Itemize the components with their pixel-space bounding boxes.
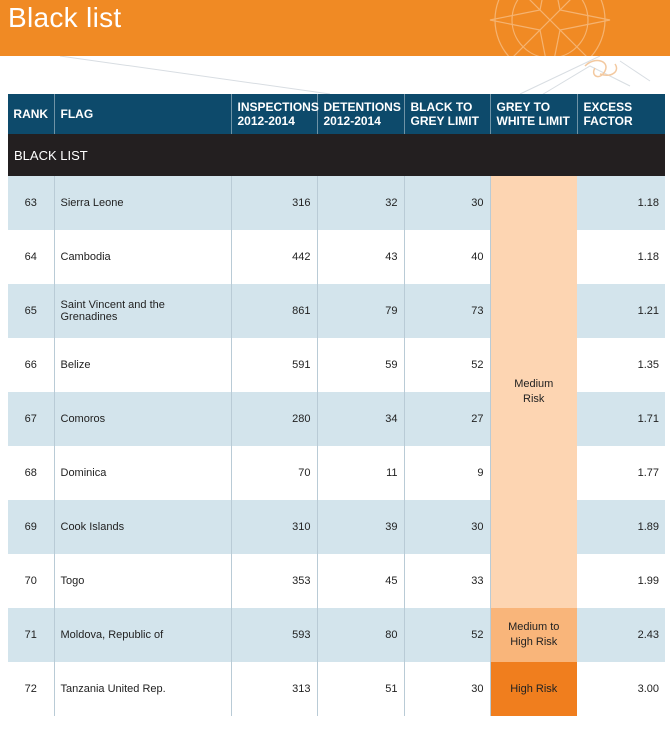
risk-band-high [490, 662, 577, 716]
table-header-row [8, 94, 665, 134]
table-row [8, 176, 665, 230]
cell-inspections: 442 [231, 230, 317, 284]
cell-inspections: 70 [231, 446, 317, 500]
table-row [8, 608, 665, 662]
cell-excess-factor: 3.00 [577, 662, 665, 716]
page-header-banner [0, 0, 670, 56]
section-label: BLACK LIST [8, 134, 665, 176]
column-header-rank: RANK [8, 94, 54, 134]
column-header-black-to-grey: BLACK TO GREY LIMIT [404, 94, 490, 134]
column-header-flag: FLAG [54, 94, 231, 134]
risk-band-medium [490, 176, 577, 608]
cell-detentions: 79 [317, 284, 404, 338]
column-header-excess-factor: EXCESS FACTOR [577, 94, 665, 134]
cell-excess-factor: 1.71 [577, 392, 665, 446]
cell-excess-factor: 1.21 [577, 284, 665, 338]
cell-inspections: 593 [231, 608, 317, 662]
cell-excess-factor: 2.43 [577, 608, 665, 662]
cell-excess-factor: 1.77 [577, 446, 665, 500]
cell-flag: Saint Vincent and the Grenadines [54, 284, 231, 338]
cell-rank: 72 [8, 662, 54, 716]
column-header-grey-to-white: GREY TO WHITE LIMIT [490, 94, 577, 134]
cell-detentions: 80 [317, 608, 404, 662]
cell-excess-factor: 1.89 [577, 500, 665, 554]
cell-black-to-grey: 33 [404, 554, 490, 608]
cell-inspections: 316 [231, 176, 317, 230]
risk-label-medium: Medium Risk [514, 378, 554, 405]
cell-black-to-grey: 52 [404, 608, 490, 662]
cell-inspections: 861 [231, 284, 317, 338]
table-row [8, 662, 665, 716]
cell-excess-factor: 1.99 [577, 554, 665, 608]
flourish-ornament [585, 61, 617, 77]
cell-black-to-grey: 30 [404, 176, 490, 230]
cell-inspections: 313 [231, 662, 317, 716]
cell-flag: Cambodia [54, 230, 231, 284]
cell-black-to-grey: 27 [404, 392, 490, 446]
black-list-table [8, 94, 665, 716]
risk-label-high: High Risk [510, 682, 558, 695]
cell-detentions: 43 [317, 230, 404, 284]
cell-rank: 69 [8, 500, 54, 554]
cell-flag: Comoros [54, 392, 231, 446]
cell-inspections: 591 [231, 338, 317, 392]
cell-detentions: 11 [317, 446, 404, 500]
cell-rank: 71 [8, 608, 54, 662]
cell-excess-factor: 1.18 [577, 176, 665, 230]
cell-flag: Togo [54, 554, 231, 608]
cell-detentions: 59 [317, 338, 404, 392]
cell-excess-factor: 1.35 [577, 338, 665, 392]
cell-rank: 65 [8, 284, 54, 338]
cell-black-to-grey: 73 [404, 284, 490, 338]
cell-black-to-grey: 40 [404, 230, 490, 284]
cell-flag: Belize [54, 338, 231, 392]
cell-rank: 63 [8, 176, 54, 230]
cell-detentions: 32 [317, 176, 404, 230]
cell-black-to-grey: 30 [404, 662, 490, 716]
compass-rose-icon [450, 0, 650, 56]
cell-black-to-grey: 30 [404, 500, 490, 554]
cell-inspections: 310 [231, 500, 317, 554]
cell-rank: 67 [8, 392, 54, 446]
cell-flag: Cook Islands [54, 500, 231, 554]
cell-detentions: 39 [317, 500, 404, 554]
risk-band-medium-to-high [490, 608, 577, 662]
cell-inspections: 353 [231, 554, 317, 608]
cell-detentions: 45 [317, 554, 404, 608]
risk-label-medium-to-high: Medium to High Risk [508, 621, 560, 648]
column-header-inspections: INSPECTIONS 2012-2014 [231, 94, 317, 134]
cell-black-to-grey: 52 [404, 338, 490, 392]
cell-flag: Tanzania United Rep. [54, 662, 231, 716]
cell-inspections: 280 [231, 392, 317, 446]
cell-rank: 68 [8, 446, 54, 500]
cell-flag: Moldova, Republic of [54, 608, 231, 662]
cell-detentions: 34 [317, 392, 404, 446]
cell-flag: Dominica [54, 446, 231, 500]
cell-rank: 70 [8, 554, 54, 608]
cell-rank: 66 [8, 338, 54, 392]
cell-detentions: 51 [317, 662, 404, 716]
cell-rank: 64 [8, 230, 54, 284]
cell-black-to-grey: 9 [404, 446, 490, 500]
cell-flag: Sierra Leone [54, 176, 231, 230]
section-row-black-list [8, 134, 665, 176]
cell-excess-factor: 1.18 [577, 230, 665, 284]
page-title: Black list [8, 2, 122, 33]
column-header-detentions: DETENTIONS 2012-2014 [317, 94, 404, 134]
